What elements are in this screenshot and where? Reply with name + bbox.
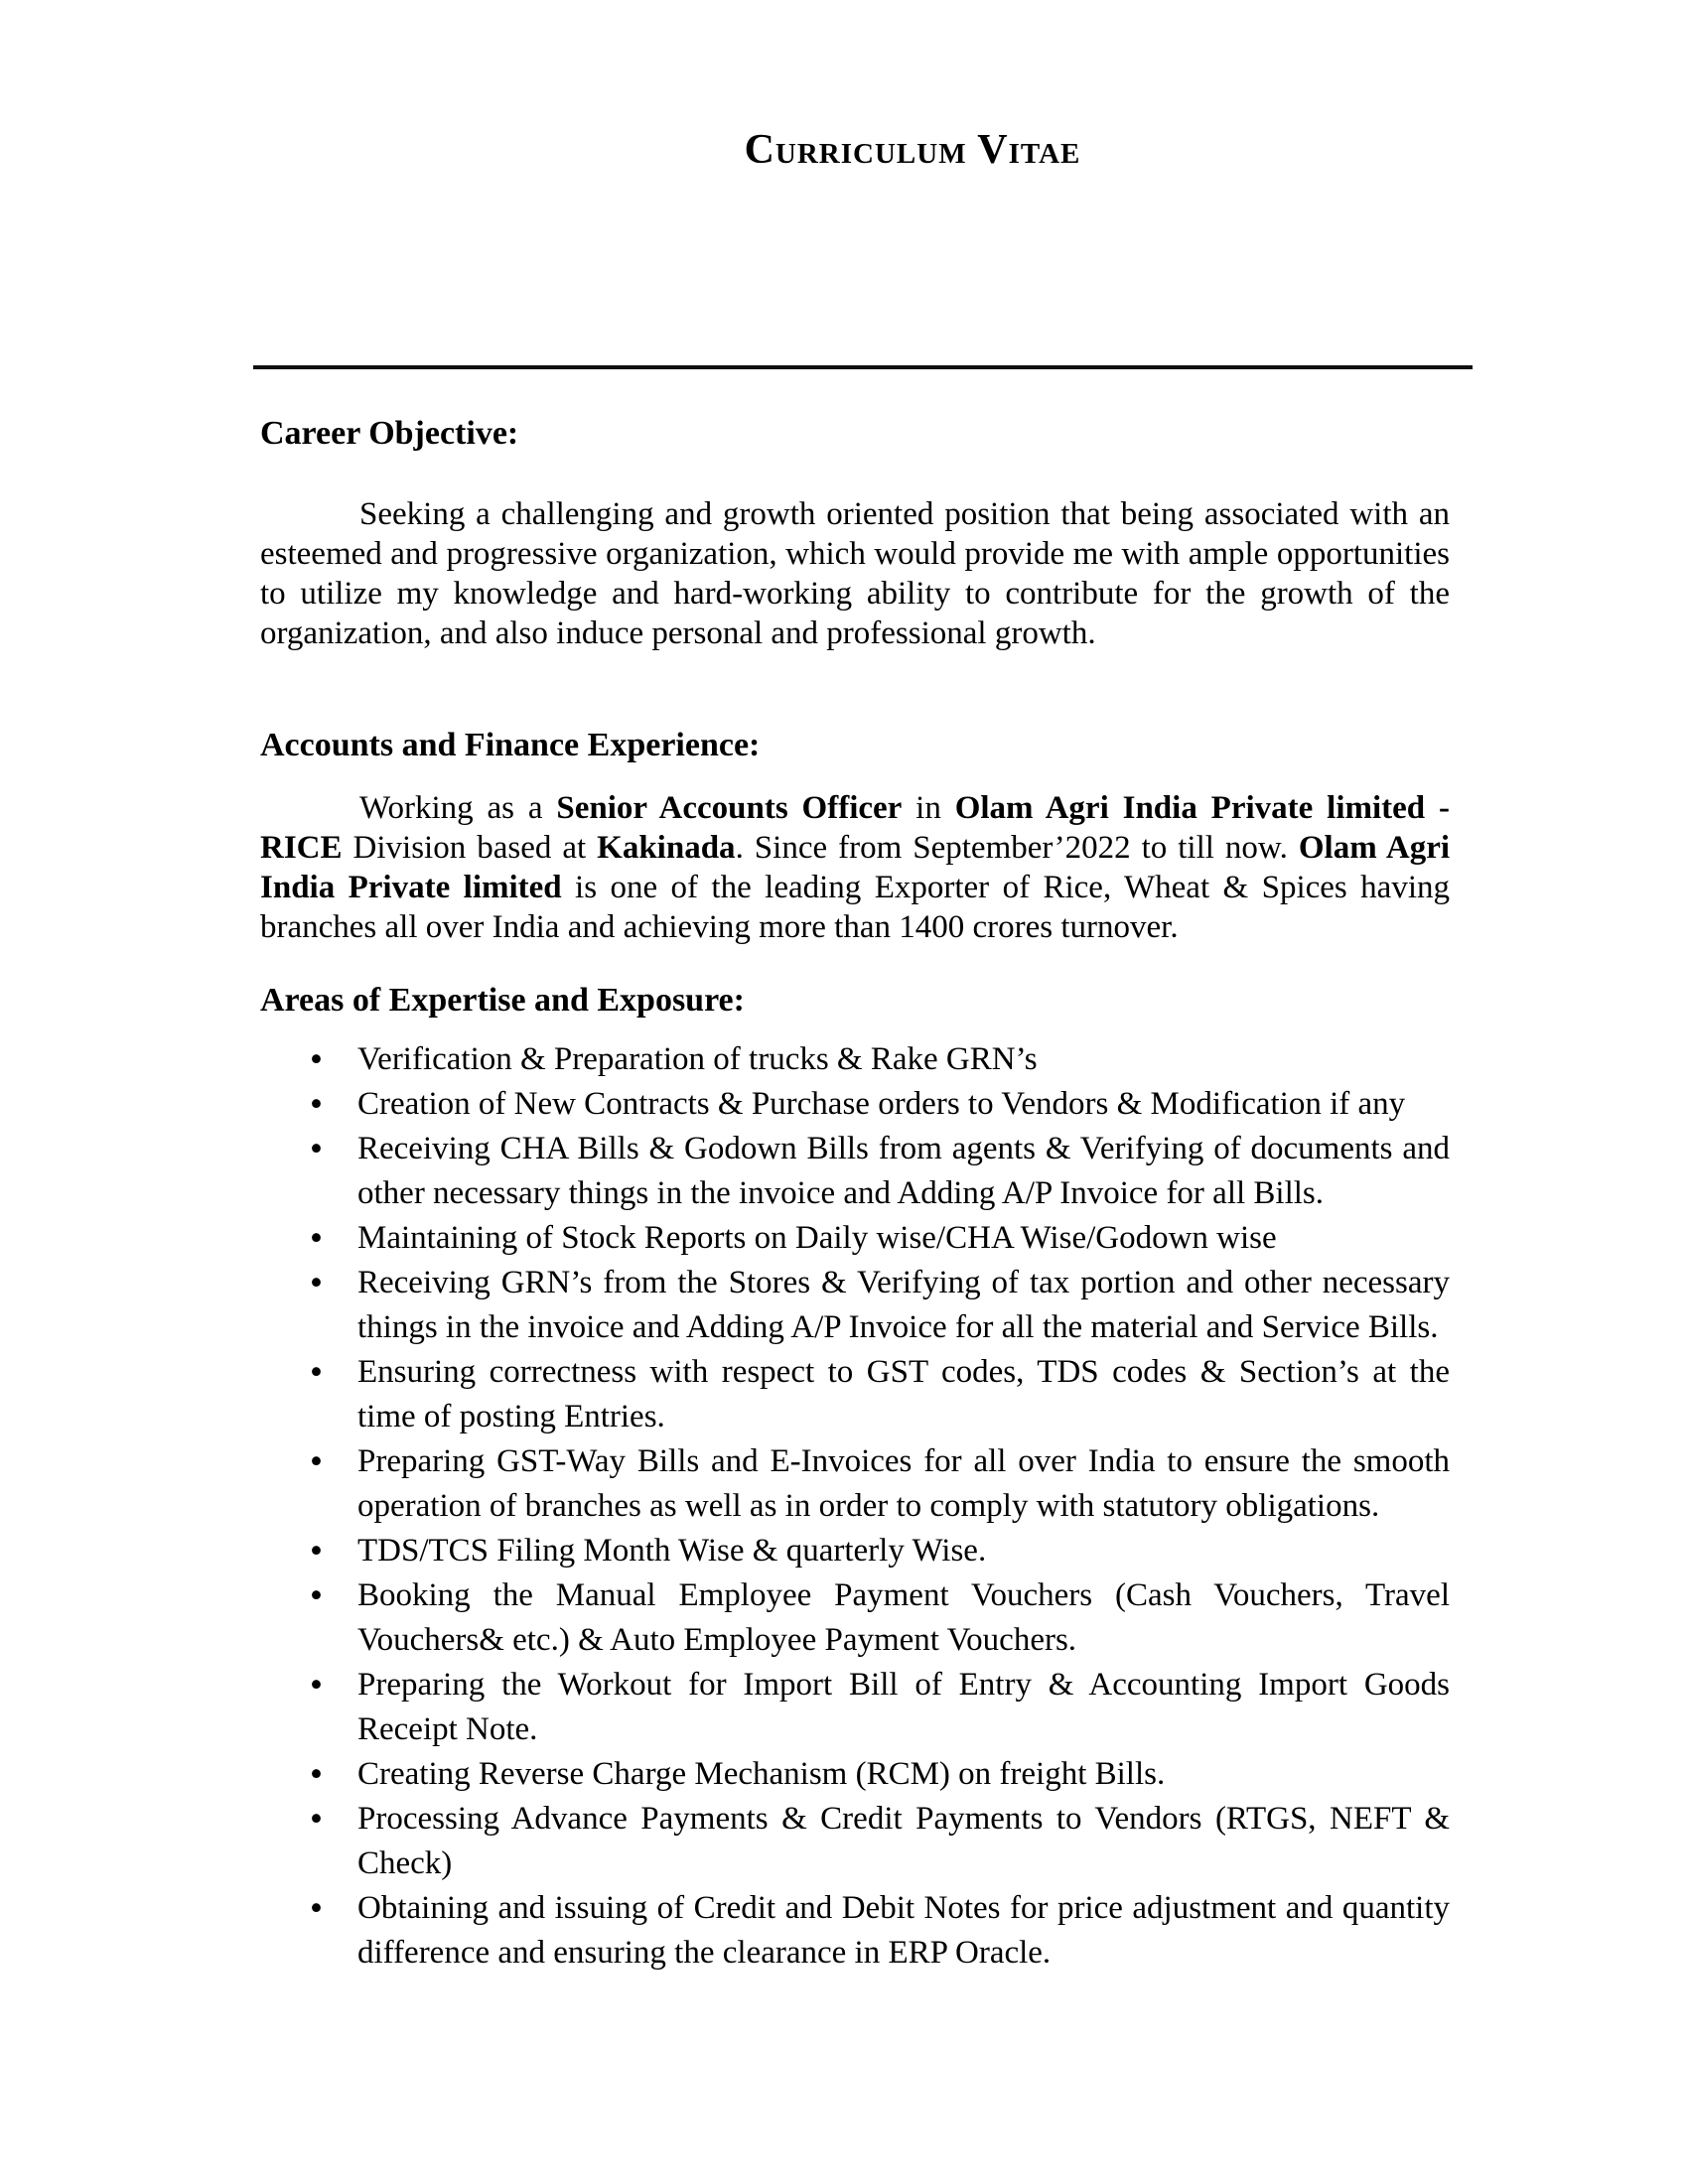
text-segment: Division based at [342,830,598,866]
list-item: • Creating Reverse Charge Mechanism (RCM) on freight Bills. [260,1752,1450,1797]
list-item: • Preparing the Workout for Import Bill of Entry & Accounting Import Goods Receipt Note. [260,1663,1450,1752]
text-segment: Working as a [359,790,557,826]
list-item: • Ensuring correctness with respect to GST codes, TDS codes & Section’s at the time of posting Entries. [260,1350,1450,1439]
list-item: • Creation of New Contracts & Purchase orders to Vendors & Modification if any [260,1082,1450,1127]
list-item: • Obtaining and issuing of Credit and Debit Notes for price adjustment and quantity difference and ensuring the clearance in ERP Oracle. [260,1886,1450,1976]
list-item: • Preparing GST-Way Bills and E-Invoices for all over India to ensure the smooth operation of branches as well as in order to comply with statutory obligations. [260,1439,1450,1529]
career-objective-paragraph: Seeking a challenging and growth oriented position that being associated with an esteemed and progressive organization, which would provide me with ample opportunities to utilize my knowledge and hard-working ability to contribute for the growth of the organization, and also induce personal and professional growth. [260,496,1450,651]
experience-heading: Accounts and Finance Experience: [260,727,761,763]
bold-text-segment: Senior Accounts Officer [556,790,903,826]
career-objective-heading: Career Objective: [260,415,519,452]
text-segment: in [902,790,955,826]
expertise-heading: Areas of Expertise and Exposure: [260,982,745,1019]
bold-text-segment: Olam Agri India Private limited [260,830,1451,905]
text-segment: is one of the leading Exporter of Rice, Wheat & Spices having branches all over India and achieving more than 1400 crores turnover. [260,870,1450,945]
expertise-list [260,1037,1450,1976]
list-item: • Processing Advance Payments & Credit Payments to Vendors (RTGS, NEFT & Check) [260,1797,1450,1886]
list-item: • Verification & Preparation of trucks & Rake GRN’s [260,1037,1450,1082]
list-item: • Maintaining of Stock Reports on Daily wise/CHA Wise/Godown wise [260,1216,1450,1261]
list-item: • Receiving CHA Bills & Godown Bills from agents & Verifying of documents and other necessary things in the invoice and Adding A/P Invoice for all Bills. [260,1127,1450,1216]
cv-content [260,0,1450,1976]
section-divider-line [253,365,1473,369]
list-item: • Receiving GRN’s from the Stores & Verifying of tax portion and other necessary things in the invoice and Adding A/P Invoice for all the material and Service Bills. [260,1261,1450,1350]
bold-text-segment: Kakinada [597,830,736,866]
list-item: • TDS/TCS Filing Month Wise & quarterly Wise. [260,1529,1450,1573]
bold-text-segment: Olam Agri India Private limited - RICE [260,790,1450,866]
list-item: • Booking the Manual Employee Payment Vouchers (Cash Vouchers, Travel Vouchers& etc.) & Auto Employee Payment Vouchers. [260,1573,1450,1663]
document-title: Curriculum Vitae [744,127,1081,173]
text-segment: . Since from September’2022 to till now. [735,830,1299,866]
experience-paragraph [260,788,1450,947]
